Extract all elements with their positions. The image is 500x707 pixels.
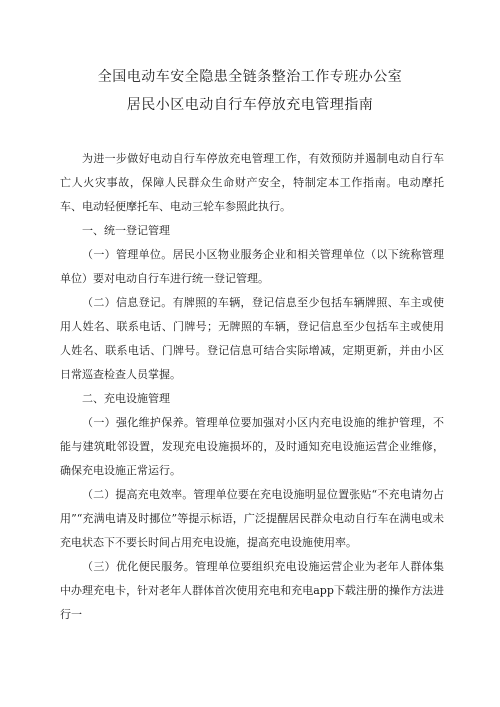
office-title: 全国电动车安全隐患全链条整治工作专班办公室 bbox=[97, 69, 403, 85]
paragraph-convenience-service: （三）优化便民服务。管理单位要组织充电设施运营企业为老年人群体集中办理充电卡，针对老年人群体首次使用充电和充电app下载注册的操作方法进行一 bbox=[60, 560, 444, 621]
paragraph-charging-efficiency: （二）提高充电效率。管理单位要在充电设施明显位置张贴“不充电请勿占用”“充满电请及时挪位”等提示标语，广泛提醒居民群众电动自行车在满电或未充电状态下不要长时间占用充电设施，提高充电设施使用率。 bbox=[60, 488, 444, 549]
document-body bbox=[60, 147, 444, 627]
paragraph-maintenance: （一）强化维护保养。管理单位要加强对小区内充电设施的维护管理，不能与建筑毗邻设置，发现充电设施损坏的，及时通知充电设施运营企业维修，确保充电设施正常运行。 bbox=[60, 416, 444, 477]
section-heading-charging-facilities: 二、充电设施管理 bbox=[82, 392, 170, 405]
section-heading-registration: 一、统一登记管理 bbox=[82, 224, 170, 237]
paragraph-info-registration: （二）信息登记。有牌照的车辆，登记信息至少包括车辆牌照、车主或使用人姓名、联系电话、门牌号；无牌照的车辆，登记信息至少包括车主或使用人姓名、联系电话、门牌号。登记信息可结合实际增减，定期更新，并由小区日常巡查检查人员掌握。 bbox=[60, 296, 444, 381]
document-title: 居民小区电动自行车停放充电管理指南 bbox=[126, 97, 374, 113]
intro-paragraph: 为进一步做好电动自行车停放充电管理工作，有效预防并遏制电动自行车亡人火灾事故，保障人民群众生命财产安全，特制定本工作指南。电动摩托车、电动轻便摩托车、电动三轮车参照此执行。 bbox=[60, 152, 444, 213]
paragraph-management-unit: （一）管理单位。居民小区物业服务企业和相关管理单位（以下统称管理单位）要对电动自行车进行统一登记管理。 bbox=[60, 248, 444, 285]
